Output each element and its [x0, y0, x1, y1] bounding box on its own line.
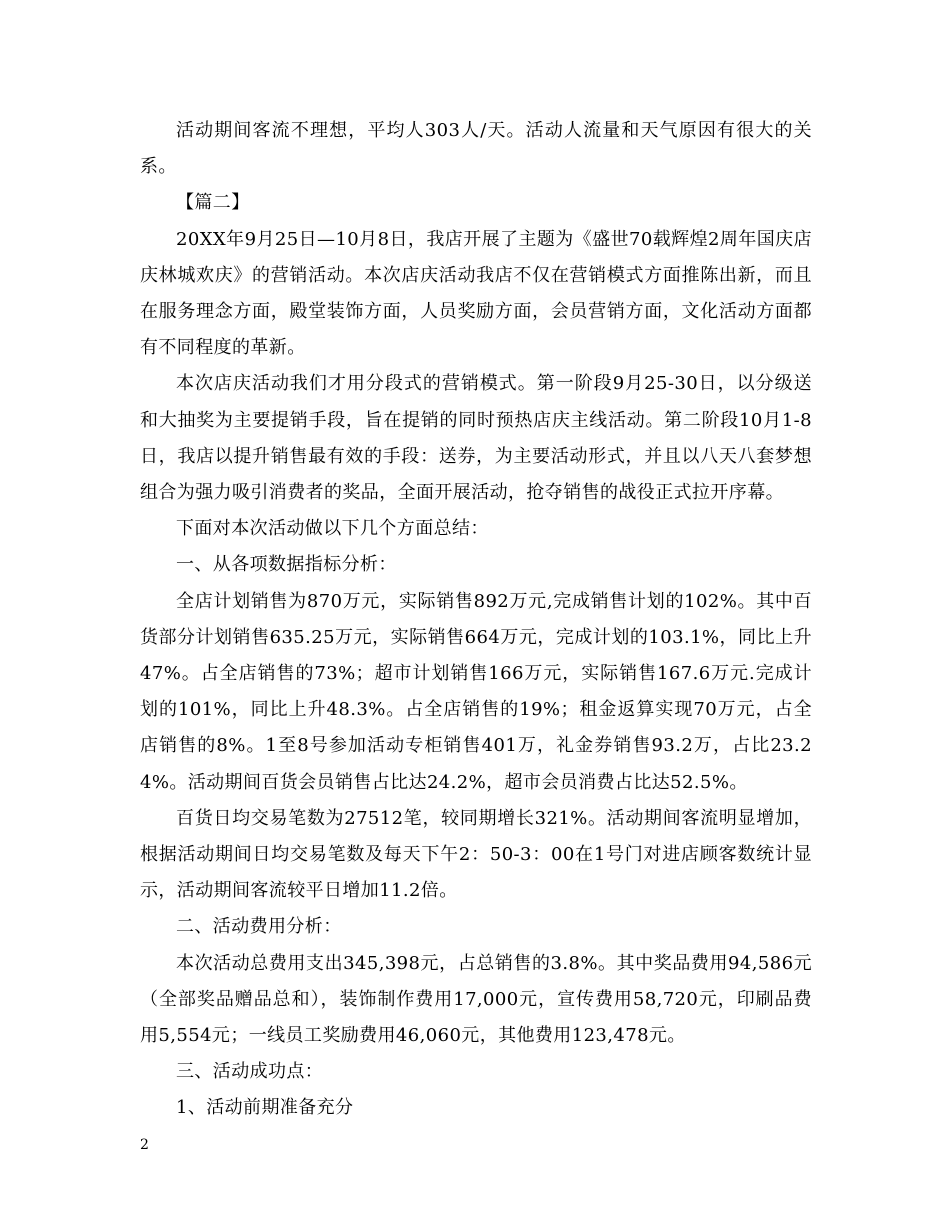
paragraph-summary-lead: 下面对本次活动做以下几个方面总结： [176, 518, 489, 540]
paragraph-intro: 20XX年9月25日—10月8日，我店开展了主题为《盛世70载辉煌2周年国庆店庆林城欢庆》的营销活动。本次店庆活动我店不仅在营销模式方面推陈出新，而且在服务理念方面，殿堂装饰方面，人员奖励方面，会员营销方面，文化活动方面都有不同程度的革新。 [140, 228, 812, 359]
heading-cost-analysis: 二、活动费用分析： [176, 916, 342, 938]
paragraph-sales-data: 全店计划销售为870万元，实际销售892万元,完成销售计划的102%。其中百货部分计划销售635.25万元，实际销售664万元，完成计划的103.1%，同比上升47%。占全店销售的73%；超市计划销售166万元，实际销售167.6万元.完成计划的101%，同比上升48.3%。占全店销售的19%；租金返算实现70万元，占全店销售的8%。1至8号参加活动专柜销售401万，礼金券销售93.2万，占比23.24%。活动期间百货会员销售占比达24.2%，超市会员消费占比达52.5%。 [140, 590, 812, 793]
paragraph-traffic: 活动期间客流不理想，平均人303人/天。活动人流量和天气原因有很大的关系。 [140, 120, 812, 178]
list-item-preparation: 1、活动前期准备充分 [176, 1097, 354, 1119]
paragraph-transactions: 百货日均交易笔数为27512笔，较同期增长321%。活动期间客流明显增加，根据活动期间日均交易笔数及每天下午2：50-3：00在1号门对进店顾客数统计显示，活动期间客流较平日增加11.2倍。 [140, 807, 812, 902]
section-heading-part-two: 【篇二】 [176, 192, 250, 214]
heading-data-analysis: 一、从各项数据指标分析： [176, 554, 397, 576]
paragraph-costs: 本次活动总费用支出345,398元，占总销售的3.8%。其中奖品费用94,586元（全部奖品赠品总和），装饰制作费用17,000元，宣传费用58,720元，印刷品费用5,554元；一线员工奖励费用46,060元，其他费用123,478元。 [140, 952, 812, 1047]
paragraph-marketing-mode: 本次店庆活动我们才用分段式的营销模式。第一阶段9月25-30日，以分级送和大抽奖为主要提销手段，旨在提销的同时预热店庆主线活动。第二阶段10月1-8日，我店以提升销售最有效的手段：送券，为主要活动形式，并且以八天八套梦想组合为强力吸引消费者的奖品，全面开展活动，抢夺销售的战役正式拉开序幕。 [140, 373, 812, 504]
page-number: 2 [140, 1137, 149, 1153]
heading-success-points: 三、活动成功点： [176, 1061, 324, 1083]
body-text [140, 113, 812, 1127]
